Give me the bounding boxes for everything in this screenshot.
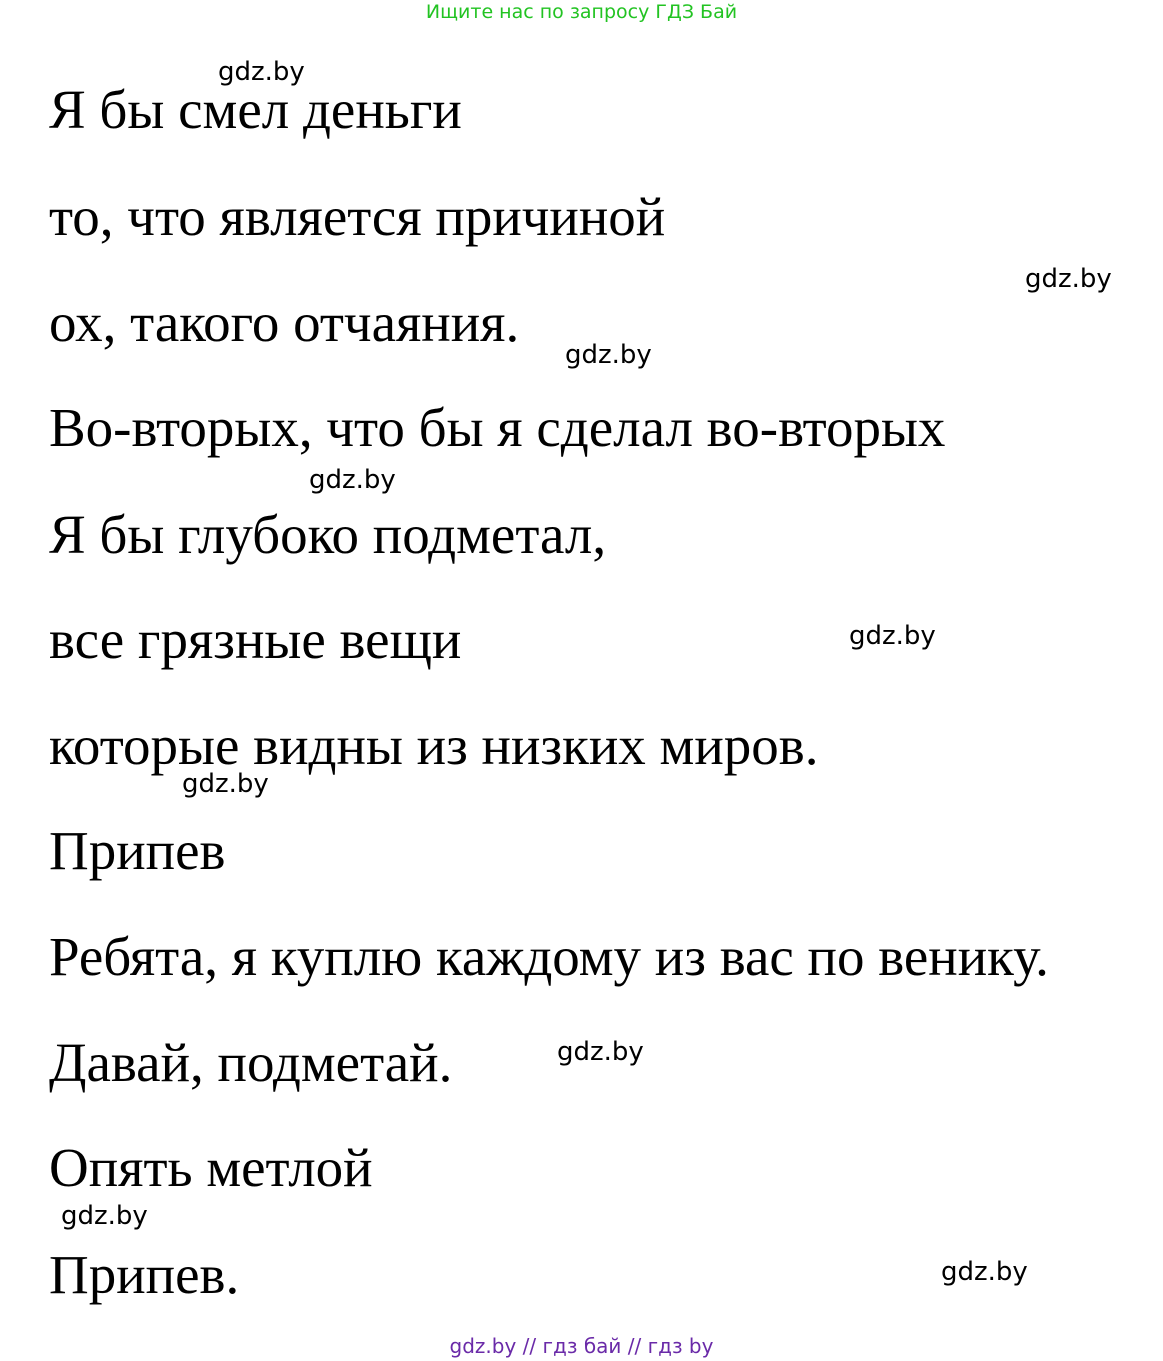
text-line-7: которые видны из низких миров. — [49, 715, 819, 776]
text-line-1: Я бы смел деньги — [49, 79, 462, 140]
text-line-12: Припев. — [49, 1244, 240, 1305]
text-line-4: Во-вторых, что бы я сделал во-вторых — [49, 397, 946, 458]
text-line-5: Я бы глубоко подметал, — [49, 504, 607, 565]
text-line-8: Припев — [49, 820, 226, 881]
text-line-11: Опять метлой — [49, 1137, 373, 1198]
watermark: gdz.by — [941, 1257, 1028, 1287]
watermark: gdz.by — [218, 57, 305, 87]
watermark: gdz.by — [182, 769, 269, 799]
watermark: gdz.by — [309, 465, 396, 495]
text-line-6: все грязные вещи — [49, 609, 462, 670]
top-banner[interactable]: Ищите нас по запросу ГДЗ Бай — [425, 1, 738, 23]
watermark: gdz.by — [565, 340, 652, 370]
watermark: gdz.by — [557, 1037, 644, 1067]
watermark: gdz.by — [1025, 264, 1112, 294]
text-line-10: Давай, подметай. — [49, 1032, 453, 1093]
watermark: gdz.by — [849, 621, 936, 651]
text-line-9: Ребята, я куплю каждому из вас по венику. — [49, 926, 1049, 987]
text-line-3: ох, такого отчаяния. — [49, 292, 520, 353]
footer-links[interactable]: gdz.by // гдз бай // гдз by — [449, 1334, 714, 1358]
watermark: gdz.by — [61, 1201, 148, 1231]
text-line-2: то, что является причиной — [49, 186, 666, 247]
